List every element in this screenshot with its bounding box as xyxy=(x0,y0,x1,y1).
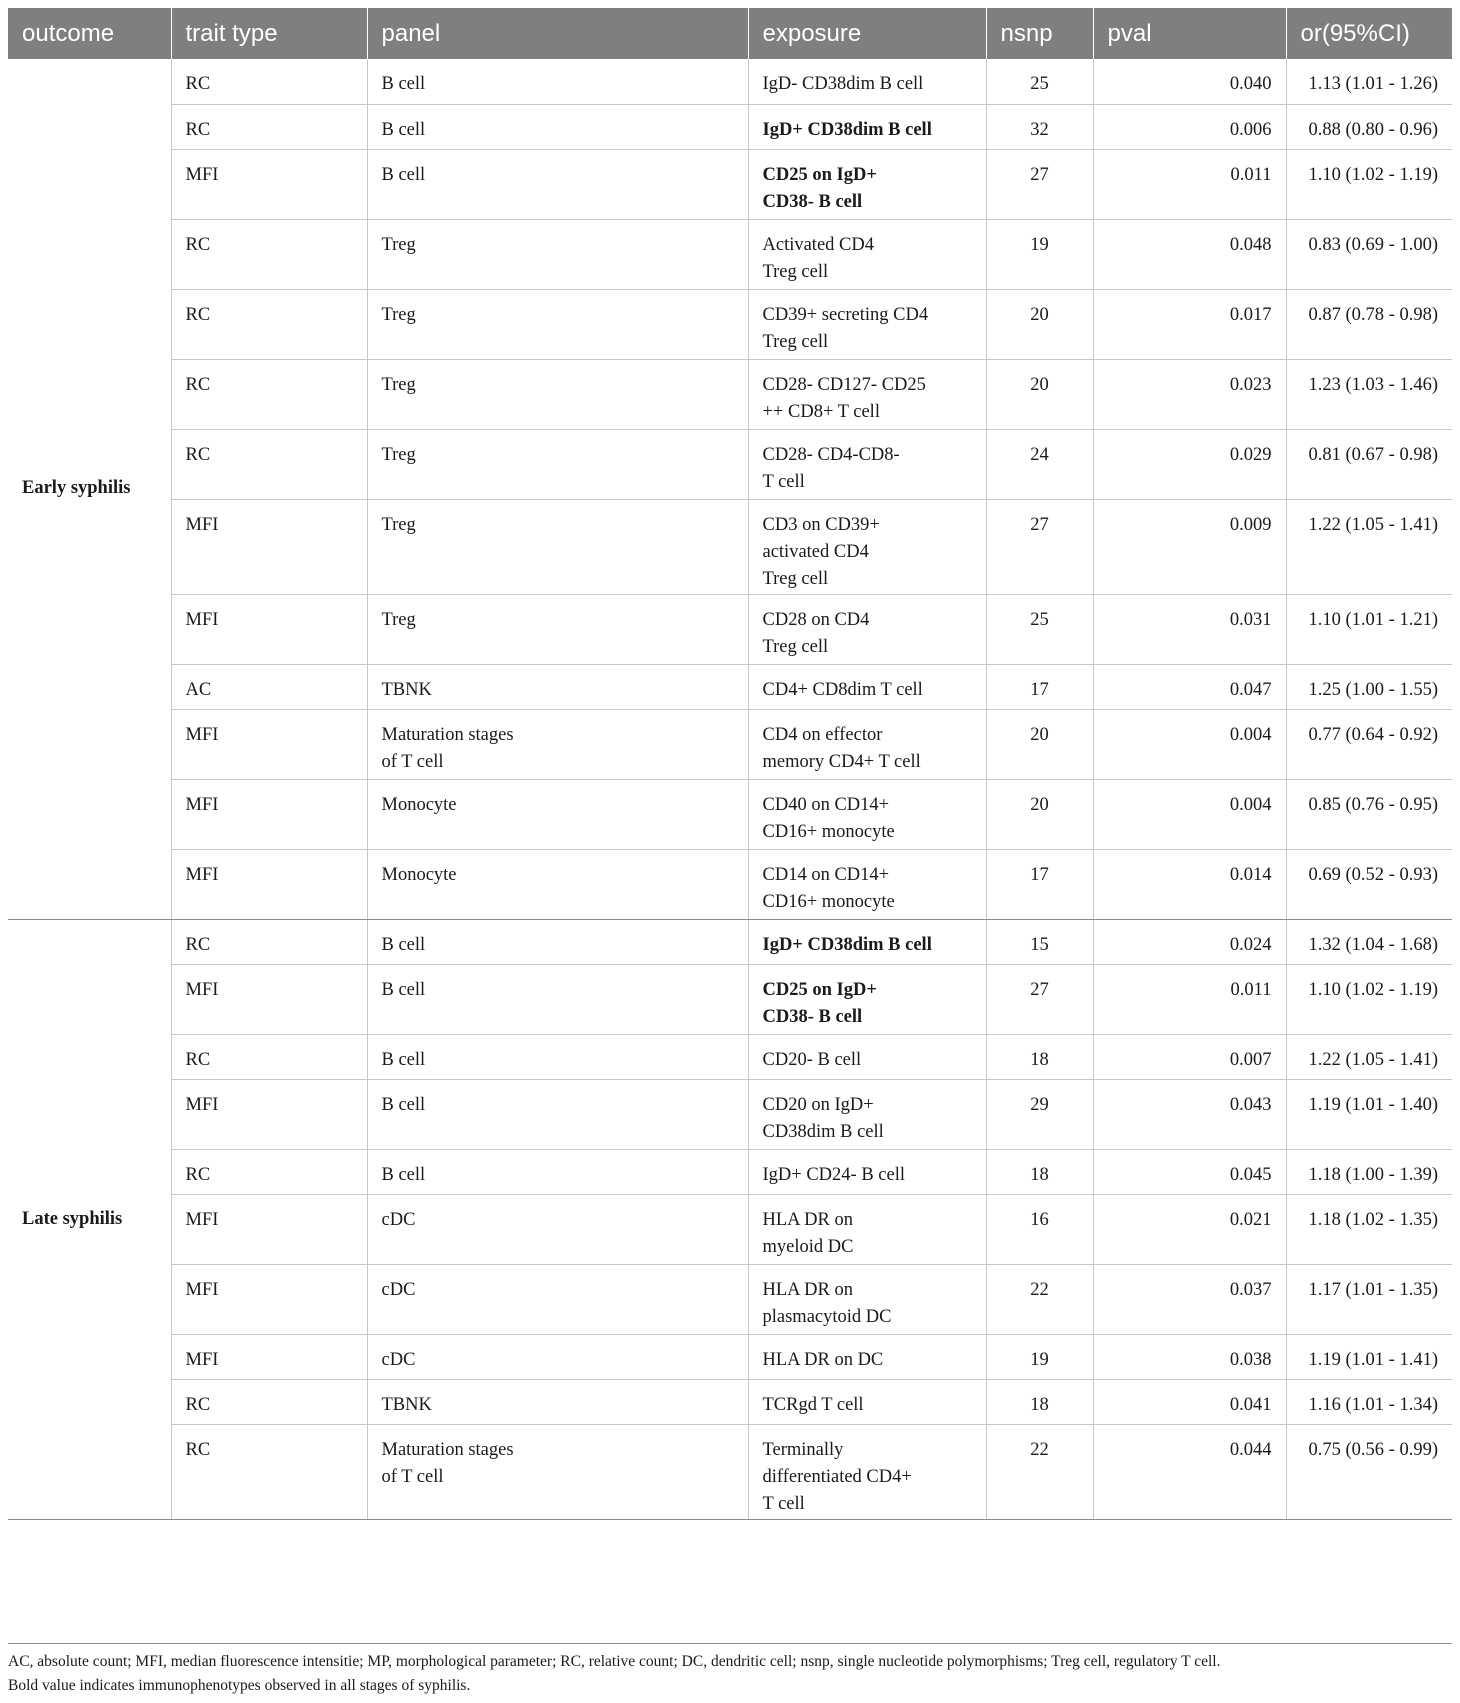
panel-cell xyxy=(367,359,748,429)
panel-line: Treg xyxy=(381,609,416,630)
table-row xyxy=(8,664,1452,709)
exposure-line: differentiated CD4+ xyxy=(762,1466,912,1487)
table-row xyxy=(8,1334,1452,1379)
exposure-line: CD4 on effector xyxy=(762,724,883,745)
exposure-line: Treg cell xyxy=(762,568,829,589)
panel-line: TBNK xyxy=(381,1394,432,1415)
panel-line: Treg xyxy=(381,514,416,535)
trait-type-cell: RC xyxy=(171,359,367,429)
trait-type-cell: RC xyxy=(171,429,367,499)
exposure-line: IgD+ CD24- B cell xyxy=(762,1164,905,1185)
pval-cell: 0.045 xyxy=(1093,1149,1286,1194)
panel-cell xyxy=(367,1149,748,1194)
panel-cell xyxy=(367,709,748,779)
exposure-cell xyxy=(748,1034,986,1079)
pval-cell: 0.014 xyxy=(1093,849,1286,919)
panel-cell xyxy=(367,1379,748,1424)
nsnp-cell: 18 xyxy=(986,1149,1093,1194)
exposure-line: memory CD4+ T cell xyxy=(762,751,921,772)
or-ci-cell: 1.22 (1.05 - 1.41) xyxy=(1286,499,1452,594)
table-row xyxy=(8,499,1452,594)
pval-cell: 0.029 xyxy=(1093,429,1286,499)
or-ci-cell: 1.18 (1.02 - 1.35) xyxy=(1286,1194,1452,1264)
table-row xyxy=(8,1379,1452,1424)
exposure-line: CD39+ secreting CD4 xyxy=(762,304,929,325)
panel-line: Treg xyxy=(381,444,416,465)
exposure-cell xyxy=(748,289,986,359)
table-row xyxy=(8,594,1452,664)
exposure-cell xyxy=(748,709,986,779)
exposure-cell xyxy=(748,1264,986,1334)
header-exposure: exposure xyxy=(748,8,986,59)
pval-cell: 0.023 xyxy=(1093,359,1286,429)
panel-cell xyxy=(367,499,748,594)
exposure-line: CD38dim B cell xyxy=(762,1121,884,1142)
or-ci-cell: 1.23 (1.03 - 1.46) xyxy=(1286,359,1452,429)
nsnp-cell: 22 xyxy=(986,1264,1093,1334)
trait-type-cell: RC xyxy=(171,1034,367,1079)
footnote-abbreviations: AC, absolute count; MFI, median fluorescence intensitie; MP, morphological parameter; RC, relative count; DC, dendritic cell; nsnp, single nucleotide polymorphisms; Treg cell, regulatory T cell. xyxy=(8,1653,1221,1670)
pval-cell: 0.009 xyxy=(1093,499,1286,594)
trait-type-cell: MFI xyxy=(171,1334,367,1379)
pval-cell: 0.031 xyxy=(1093,594,1286,664)
or-ci-cell: 1.10 (1.02 - 1.19) xyxy=(1286,149,1452,219)
panel-line: cDC xyxy=(381,1209,416,1230)
trait-type-cell: RC xyxy=(171,1379,367,1424)
outcome-cell: Early syphilis xyxy=(8,59,171,919)
exposure-line: CD38- B cell xyxy=(762,1006,863,1027)
exposure-cell xyxy=(748,594,986,664)
nsnp-cell: 20 xyxy=(986,359,1093,429)
nsnp-cell: 17 xyxy=(986,664,1093,709)
table-row xyxy=(8,964,1452,1034)
nsnp-cell: 32 xyxy=(986,104,1093,149)
trait-type-cell: RC xyxy=(171,59,367,104)
table-row xyxy=(8,919,1452,964)
panel-cell xyxy=(367,664,748,709)
trait-type-cell: MFI xyxy=(171,779,367,849)
or-ci-cell: 1.10 (1.01 - 1.21) xyxy=(1286,594,1452,664)
panel-cell xyxy=(367,594,748,664)
trait-type-cell: RC xyxy=(171,1424,367,1519)
panel-line: Treg xyxy=(381,304,416,325)
table-row xyxy=(8,1149,1452,1194)
or-ci-cell: 1.19 (1.01 - 1.40) xyxy=(1286,1079,1452,1149)
exposure-line: Activated CD4 xyxy=(762,234,874,255)
exposure-line: CD20- B cell xyxy=(762,1049,862,1070)
outcome-cell: Late syphilis xyxy=(8,919,171,1519)
or-ci-cell: 1.16 (1.01 - 1.34) xyxy=(1286,1379,1452,1424)
or-ci-cell: 0.75 (0.56 - 0.99) xyxy=(1286,1424,1452,1519)
exposure-cell xyxy=(748,964,986,1034)
nsnp-cell: 18 xyxy=(986,1034,1093,1079)
exposure-line: plasmacytoid DC xyxy=(762,1306,892,1327)
exposure-cell xyxy=(748,59,986,104)
exposure-line: CD25 on IgD+ xyxy=(762,979,877,1000)
table-row xyxy=(8,429,1452,499)
panel-cell xyxy=(367,779,748,849)
panel-line: Treg xyxy=(381,374,416,395)
exposure-line: T cell xyxy=(762,1493,805,1514)
or-ci-cell: 1.18 (1.00 - 1.39) xyxy=(1286,1149,1452,1194)
nsnp-cell: 16 xyxy=(986,1194,1093,1264)
table-footnote xyxy=(8,1650,1458,1698)
exposure-cell xyxy=(748,219,986,289)
pval-cell: 0.044 xyxy=(1093,1424,1286,1519)
table-row xyxy=(8,289,1452,359)
trait-type-cell: RC xyxy=(171,919,367,964)
table-row xyxy=(8,359,1452,429)
table-row xyxy=(8,219,1452,289)
panel-line: Monocyte xyxy=(381,864,457,885)
pval-cell: 0.048 xyxy=(1093,219,1286,289)
exposure-cell xyxy=(748,919,986,964)
or-ci-cell: 1.32 (1.04 - 1.68) xyxy=(1286,919,1452,964)
exposure-line: Treg cell xyxy=(762,261,829,282)
exposure-line: CD28 on CD4 xyxy=(762,609,870,630)
pval-cell: 0.037 xyxy=(1093,1264,1286,1334)
or-ci-cell: 0.85 (0.76 - 0.95) xyxy=(1286,779,1452,849)
pval-cell: 0.043 xyxy=(1093,1079,1286,1149)
exposure-cell xyxy=(748,359,986,429)
or-ci-cell: 1.17 (1.01 - 1.35) xyxy=(1286,1264,1452,1334)
exposure-line: Treg cell xyxy=(762,331,829,352)
pval-cell: 0.006 xyxy=(1093,104,1286,149)
exposure-line: IgD+ CD38dim B cell xyxy=(762,934,932,955)
trait-type-cell: MFI xyxy=(171,849,367,919)
panel-cell xyxy=(367,429,748,499)
pval-cell: 0.011 xyxy=(1093,149,1286,219)
exposure-line: IgD+ CD38dim B cell xyxy=(762,119,932,140)
table-body xyxy=(8,59,1452,1519)
or-ci-cell: 0.83 (0.69 - 1.00) xyxy=(1286,219,1452,289)
exposure-cell xyxy=(748,499,986,594)
exposure-cell xyxy=(748,1379,986,1424)
or-ci-cell: 1.22 (1.05 - 1.41) xyxy=(1286,1034,1452,1079)
exposure-line: IgD- CD38dim B cell xyxy=(762,74,924,94)
exposure-line: CD25 on IgD+ xyxy=(762,164,877,185)
panel-line: of T cell xyxy=(381,1466,444,1487)
table-row xyxy=(8,1424,1452,1519)
panel-line: Treg xyxy=(381,234,416,255)
exposure-cell xyxy=(748,1149,986,1194)
pval-cell: 0.040 xyxy=(1093,59,1286,104)
exposure-line: myeloid DC xyxy=(762,1236,854,1257)
panel-line: TBNK xyxy=(381,679,432,700)
panel-cell xyxy=(367,219,748,289)
pval-cell: 0.011 xyxy=(1093,964,1286,1034)
table-row xyxy=(8,104,1452,149)
nsnp-cell: 27 xyxy=(986,964,1093,1034)
pval-cell: 0.038 xyxy=(1093,1334,1286,1379)
table-row xyxy=(8,709,1452,779)
panel-line: B cell xyxy=(381,1164,426,1185)
nsnp-cell: 19 xyxy=(986,1334,1093,1379)
panel-cell xyxy=(367,1264,748,1334)
exposure-line: CD3 on CD39+ xyxy=(762,514,880,535)
table-row xyxy=(8,1264,1452,1334)
trait-type-cell: RC xyxy=(171,219,367,289)
nsnp-cell: 27 xyxy=(986,499,1093,594)
trait-type-cell: MFI xyxy=(171,709,367,779)
exposure-cell xyxy=(748,429,986,499)
exposure-line: Treg cell xyxy=(762,636,829,657)
panel-line: B cell xyxy=(381,164,426,185)
table-row xyxy=(8,149,1452,219)
header-outcome: outcome xyxy=(8,8,171,59)
exposure-line: CD28- CD127- CD25 xyxy=(762,374,926,395)
trait-type-cell: MFI xyxy=(171,964,367,1034)
pval-cell: 0.017 xyxy=(1093,289,1286,359)
nsnp-cell: 22 xyxy=(986,1424,1093,1519)
pval-cell: 0.041 xyxy=(1093,1379,1286,1424)
panel-line: B cell xyxy=(381,1094,426,1115)
table-row xyxy=(8,1079,1452,1149)
exposure-line: HLA DR on DC xyxy=(762,1349,884,1370)
header-panel: panel xyxy=(367,8,748,59)
or-ci-cell: 0.87 (0.78 - 0.98) xyxy=(1286,289,1452,359)
exposure-cell xyxy=(748,1079,986,1149)
exposure-line: HLA DR on xyxy=(762,1209,853,1230)
panel-line: B cell xyxy=(381,74,426,94)
panel-line: cDC xyxy=(381,1279,416,1300)
exposure-line: CD20 on IgD+ xyxy=(762,1094,874,1115)
or-ci-cell: 1.19 (1.01 - 1.41) xyxy=(1286,1334,1452,1379)
nsnp-cell: 20 xyxy=(986,779,1093,849)
or-ci-cell: 1.10 (1.02 - 1.19) xyxy=(1286,964,1452,1034)
nsnp-cell: 25 xyxy=(986,594,1093,664)
exposure-line: CD4+ CD8dim T cell xyxy=(762,679,923,700)
panel-cell xyxy=(367,1194,748,1264)
panel-cell xyxy=(367,1424,748,1519)
panel-line: B cell xyxy=(381,934,426,955)
exposure-line: CD16+ monocyte xyxy=(762,891,895,912)
table-row xyxy=(8,1034,1452,1079)
panel-cell xyxy=(367,289,748,359)
trait-type-cell: RC xyxy=(171,289,367,359)
trait-type-cell: AC xyxy=(171,664,367,709)
panel-cell xyxy=(367,1334,748,1379)
nsnp-cell: 24 xyxy=(986,429,1093,499)
exposure-line: TCRgd T cell xyxy=(762,1394,864,1415)
or-ci-cell: 0.77 (0.64 - 0.92) xyxy=(1286,709,1452,779)
nsnp-cell: 27 xyxy=(986,149,1093,219)
exposure-line: T cell xyxy=(762,471,805,492)
nsnp-cell: 18 xyxy=(986,1379,1093,1424)
pval-cell: 0.004 xyxy=(1093,709,1286,779)
trait-type-cell: MFI xyxy=(171,499,367,594)
pval-cell: 0.047 xyxy=(1093,664,1286,709)
exposure-cell xyxy=(748,779,986,849)
panel-line: Monocyte xyxy=(381,794,457,815)
exposure-cell xyxy=(748,1424,986,1519)
or-ci-cell: 1.13 (1.01 - 1.26) xyxy=(1286,59,1452,104)
or-ci-cell: 0.81 (0.67 - 0.98) xyxy=(1286,429,1452,499)
trait-type-cell: MFI xyxy=(171,1194,367,1264)
exposure-cell xyxy=(748,104,986,149)
nsnp-cell: 25 xyxy=(986,59,1093,104)
header-trait-type: trait type xyxy=(171,8,367,59)
results-table xyxy=(8,8,1452,1520)
pval-cell: 0.004 xyxy=(1093,779,1286,849)
panel-cell xyxy=(367,964,748,1034)
table-row xyxy=(8,779,1452,849)
panel-cell xyxy=(367,1079,748,1149)
exposure-cell xyxy=(748,849,986,919)
exposure-cell xyxy=(748,1194,986,1264)
header-pval: pval xyxy=(1093,8,1286,59)
pval-cell: 0.007 xyxy=(1093,1034,1286,1079)
pval-cell: 0.024 xyxy=(1093,919,1286,964)
panel-line: of T cell xyxy=(381,751,444,772)
panel-cell xyxy=(367,149,748,219)
nsnp-cell: 29 xyxy=(986,1079,1093,1149)
panel-line: B cell xyxy=(381,1049,426,1070)
exposure-line: CD38- B cell xyxy=(762,191,863,212)
header-or-ci: or(95%CI) xyxy=(1286,8,1452,59)
trait-type-cell: RC xyxy=(171,1149,367,1194)
exposure-cell xyxy=(748,664,986,709)
table-row xyxy=(8,1194,1452,1264)
exposure-line: CD40 on CD14+ xyxy=(762,794,890,815)
nsnp-cell: 20 xyxy=(986,289,1093,359)
nsnp-cell: 17 xyxy=(986,849,1093,919)
nsnp-cell: 20 xyxy=(986,709,1093,779)
or-ci-cell: 0.69 (0.52 - 0.93) xyxy=(1286,849,1452,919)
table-header-row xyxy=(8,8,1452,59)
or-ci-cell: 1.25 (1.00 - 1.55) xyxy=(1286,664,1452,709)
pval-cell: 0.021 xyxy=(1093,1194,1286,1264)
panel-cell xyxy=(367,919,748,964)
panel-line: B cell xyxy=(381,979,426,1000)
exposure-cell xyxy=(748,1334,986,1379)
exposure-line: ++ CD8+ T cell xyxy=(762,401,880,422)
panel-line: Maturation stages xyxy=(381,724,514,745)
panel-line: cDC xyxy=(381,1349,416,1370)
exposure-line: Terminally xyxy=(762,1439,844,1460)
exposure-line: CD14 on CD14+ xyxy=(762,864,890,885)
trait-type-cell: MFI xyxy=(171,1079,367,1149)
panel-cell xyxy=(367,59,748,104)
trait-type-cell: MFI xyxy=(171,149,367,219)
or-ci-cell: 0.88 (0.80 - 0.96) xyxy=(1286,104,1452,149)
exposure-line: CD16+ monocyte xyxy=(762,821,895,842)
panel-cell xyxy=(367,849,748,919)
nsnp-cell: 15 xyxy=(986,919,1093,964)
trait-type-cell: MFI xyxy=(171,1264,367,1334)
exposure-line: activated CD4 xyxy=(762,541,869,562)
panel-cell xyxy=(367,1034,748,1079)
panel-line: B cell xyxy=(381,119,426,140)
trait-type-cell: MFI xyxy=(171,594,367,664)
table-row xyxy=(8,59,1452,104)
panel-line: Maturation stages xyxy=(381,1439,514,1460)
exposure-cell xyxy=(748,149,986,219)
exposure-line: CD28- CD4-CD8- xyxy=(762,444,900,465)
footnote-bold-note: Bold value indicates immunophenotypes observed in all stages of syphilis. xyxy=(8,1677,471,1694)
panel-cell xyxy=(367,104,748,149)
exposure-line: HLA DR on xyxy=(762,1279,853,1300)
trait-type-cell: RC xyxy=(171,104,367,149)
nsnp-cell: 19 xyxy=(986,219,1093,289)
header-nsnp: nsnp xyxy=(986,8,1093,59)
table-row xyxy=(8,849,1452,919)
